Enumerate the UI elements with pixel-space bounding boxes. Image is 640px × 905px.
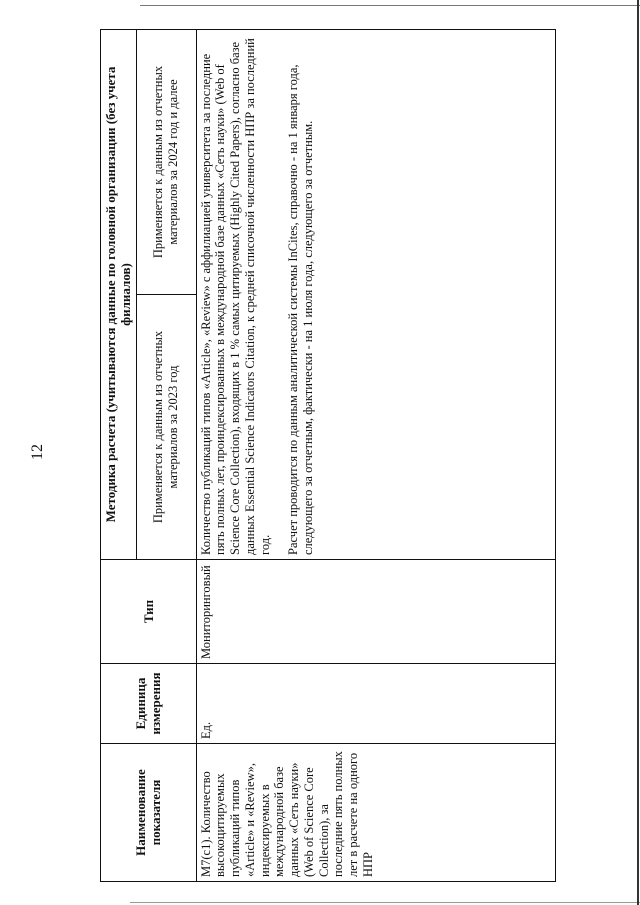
- indicator-type: Мониторинговый: [196, 560, 555, 664]
- header-sub-2024: Применяется к данным из отчетных материалов за 2024 год и далее: [136, 30, 196, 295]
- header-name: Наименование показателя: [101, 744, 197, 882]
- page-number: 12: [29, 444, 46, 460]
- header-unit: Единица измерения: [101, 664, 197, 744]
- indicator-table: [100, 29, 556, 882]
- header-type: Тип: [101, 560, 197, 664]
- page-edge-right: [637, 0, 639, 905]
- header-method: Методика расчета (учитываются данные по головной организации (без учета филиалов): [101, 30, 137, 560]
- method-paragraph-2: Расчет проводится по данным аналитической системы InCites, справочно - на 1 января года, следующего за отчетным, фактически - на 1 июля года, следующего за отчетным.: [286, 64, 316, 555]
- indicator-unit: Ед.: [196, 664, 555, 744]
- rotated-table-container: [100, 30, 556, 882]
- indicator-name: M7(c1). Количество высокоцитируемых публикаций типов «Article» и «Review», индексируемых в международной базе данных «Сеть науки» (Web of Science Core Collection), за последние пять полных лет в расчете на одного НПР: [196, 744, 555, 882]
- header-sub-2023: Применяется к данным из отчетных материалов за 2023 год: [136, 295, 196, 560]
- method-paragraph-1: Количество публикаций типов «Article», «Review» с аффилиацией университета за последние пять полных лет, проиндексированных в международной базе данных «Сеть науки» (Web of Science Core Collection), входящих в 1 % самых цитируемых (Highly Cited Papers), согласно базе данных Essential Science Indicators Citation, к средней списочной численности НПР за последний год.: [198, 38, 272, 555]
- method-description: [196, 30, 555, 560]
- table-row: [196, 30, 555, 882]
- header-row-main: [101, 30, 137, 882]
- page-edge-bottom: [130, 902, 640, 903]
- page-edge-top: [140, 5, 640, 6]
